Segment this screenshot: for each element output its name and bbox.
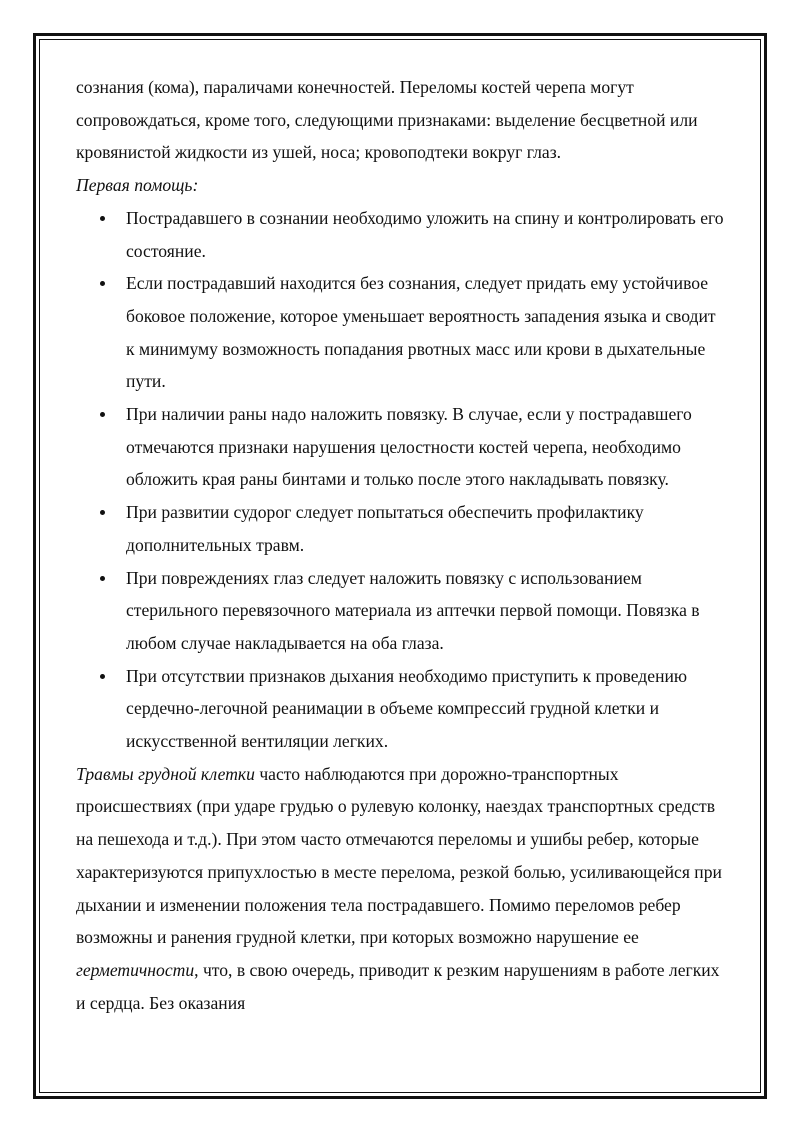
chest-injury-term: Травмы грудной клетки [76,763,255,784]
list-item-text: Если пострадавший находится без сознания, следует придать ему устойчивое боковое положение, которое уменьшает вероятность западения языка и сводит к минимуму возможность попадания рвотных масс или крови в дыхательные пути. [126,273,716,392]
bullet-icon [100,576,105,581]
list-item [76,496,726,561]
list-item-text: При наличии раны надо наложить повязку. В случае, если у пострадавшего отмечаются признаки нарушения целостности костей черепа, необходимо обложить края раны бинтами и только после этого накладывать повязку. [126,404,692,490]
intro-paragraph: сознания (кома), параличами конечностей. Переломы костей черепа могут сопровождаться, кроме того, следующими признаками: выделение бесцветной или кровянистой жидкости из ушей, носа; кровоподтеки вокруг глаз. [76,77,698,163]
bullet-icon [100,510,105,515]
list-item-text: При развитии судорог следует попытаться обеспечить профилактику дополнительных травм. [126,502,644,555]
list-item [76,267,726,398]
chest-injury-text-2: , что, в свою очередь, приводит к резким нарушениям в работе легких и сердца. Без оказания [76,959,720,1013]
list-item [76,202,726,267]
bullet-icon [100,674,105,679]
list-item-text: Пострадавшего в сознании необходимо уложить на спину и контролировать его состояние. [126,207,724,261]
document-body [76,71,726,1019]
hermeticity-term: герметичности [76,959,195,980]
first-aid-list [76,202,726,758]
list-item [76,660,726,758]
list-item [76,398,726,496]
bullet-icon [100,412,105,417]
list-item-text: При повреждениях глаз следует наложить повязку с использованием стерильного перевязочного материала из аптечки первой помощи. Повязка в любом случае накладывается на оба глаза. [126,567,700,653]
first-aid-heading: Первая помощь: [76,175,199,196]
chest-injury-paragraph [76,758,726,1020]
bullet-icon [100,281,105,286]
list-item [76,562,726,660]
bullet-icon [100,216,105,221]
list-item-text: При отсутствии признаков дыхания необходимо приступить к проведению сердечно-легочной реанимации в объеме компрессий грудной клетки и искусственной вентиляции легких. [126,665,688,752]
chest-injury-text-1: часто наблюдаются при дорожно-транспортных происшествиях (при ударе грудью о рулевую колонку, наездах транспортных средств на пешехода и т.д.). При этом часто отмечаются переломы и ушибы ребер, которые характеризуются припухлостью в месте перелома, резкой болью, усиливающейся при дыхании и изменении положения тела пострадавшего. Помимо переломов ребер возможны и ранения грудной клетки, при которых возможно нарушение ее [76,763,722,948]
